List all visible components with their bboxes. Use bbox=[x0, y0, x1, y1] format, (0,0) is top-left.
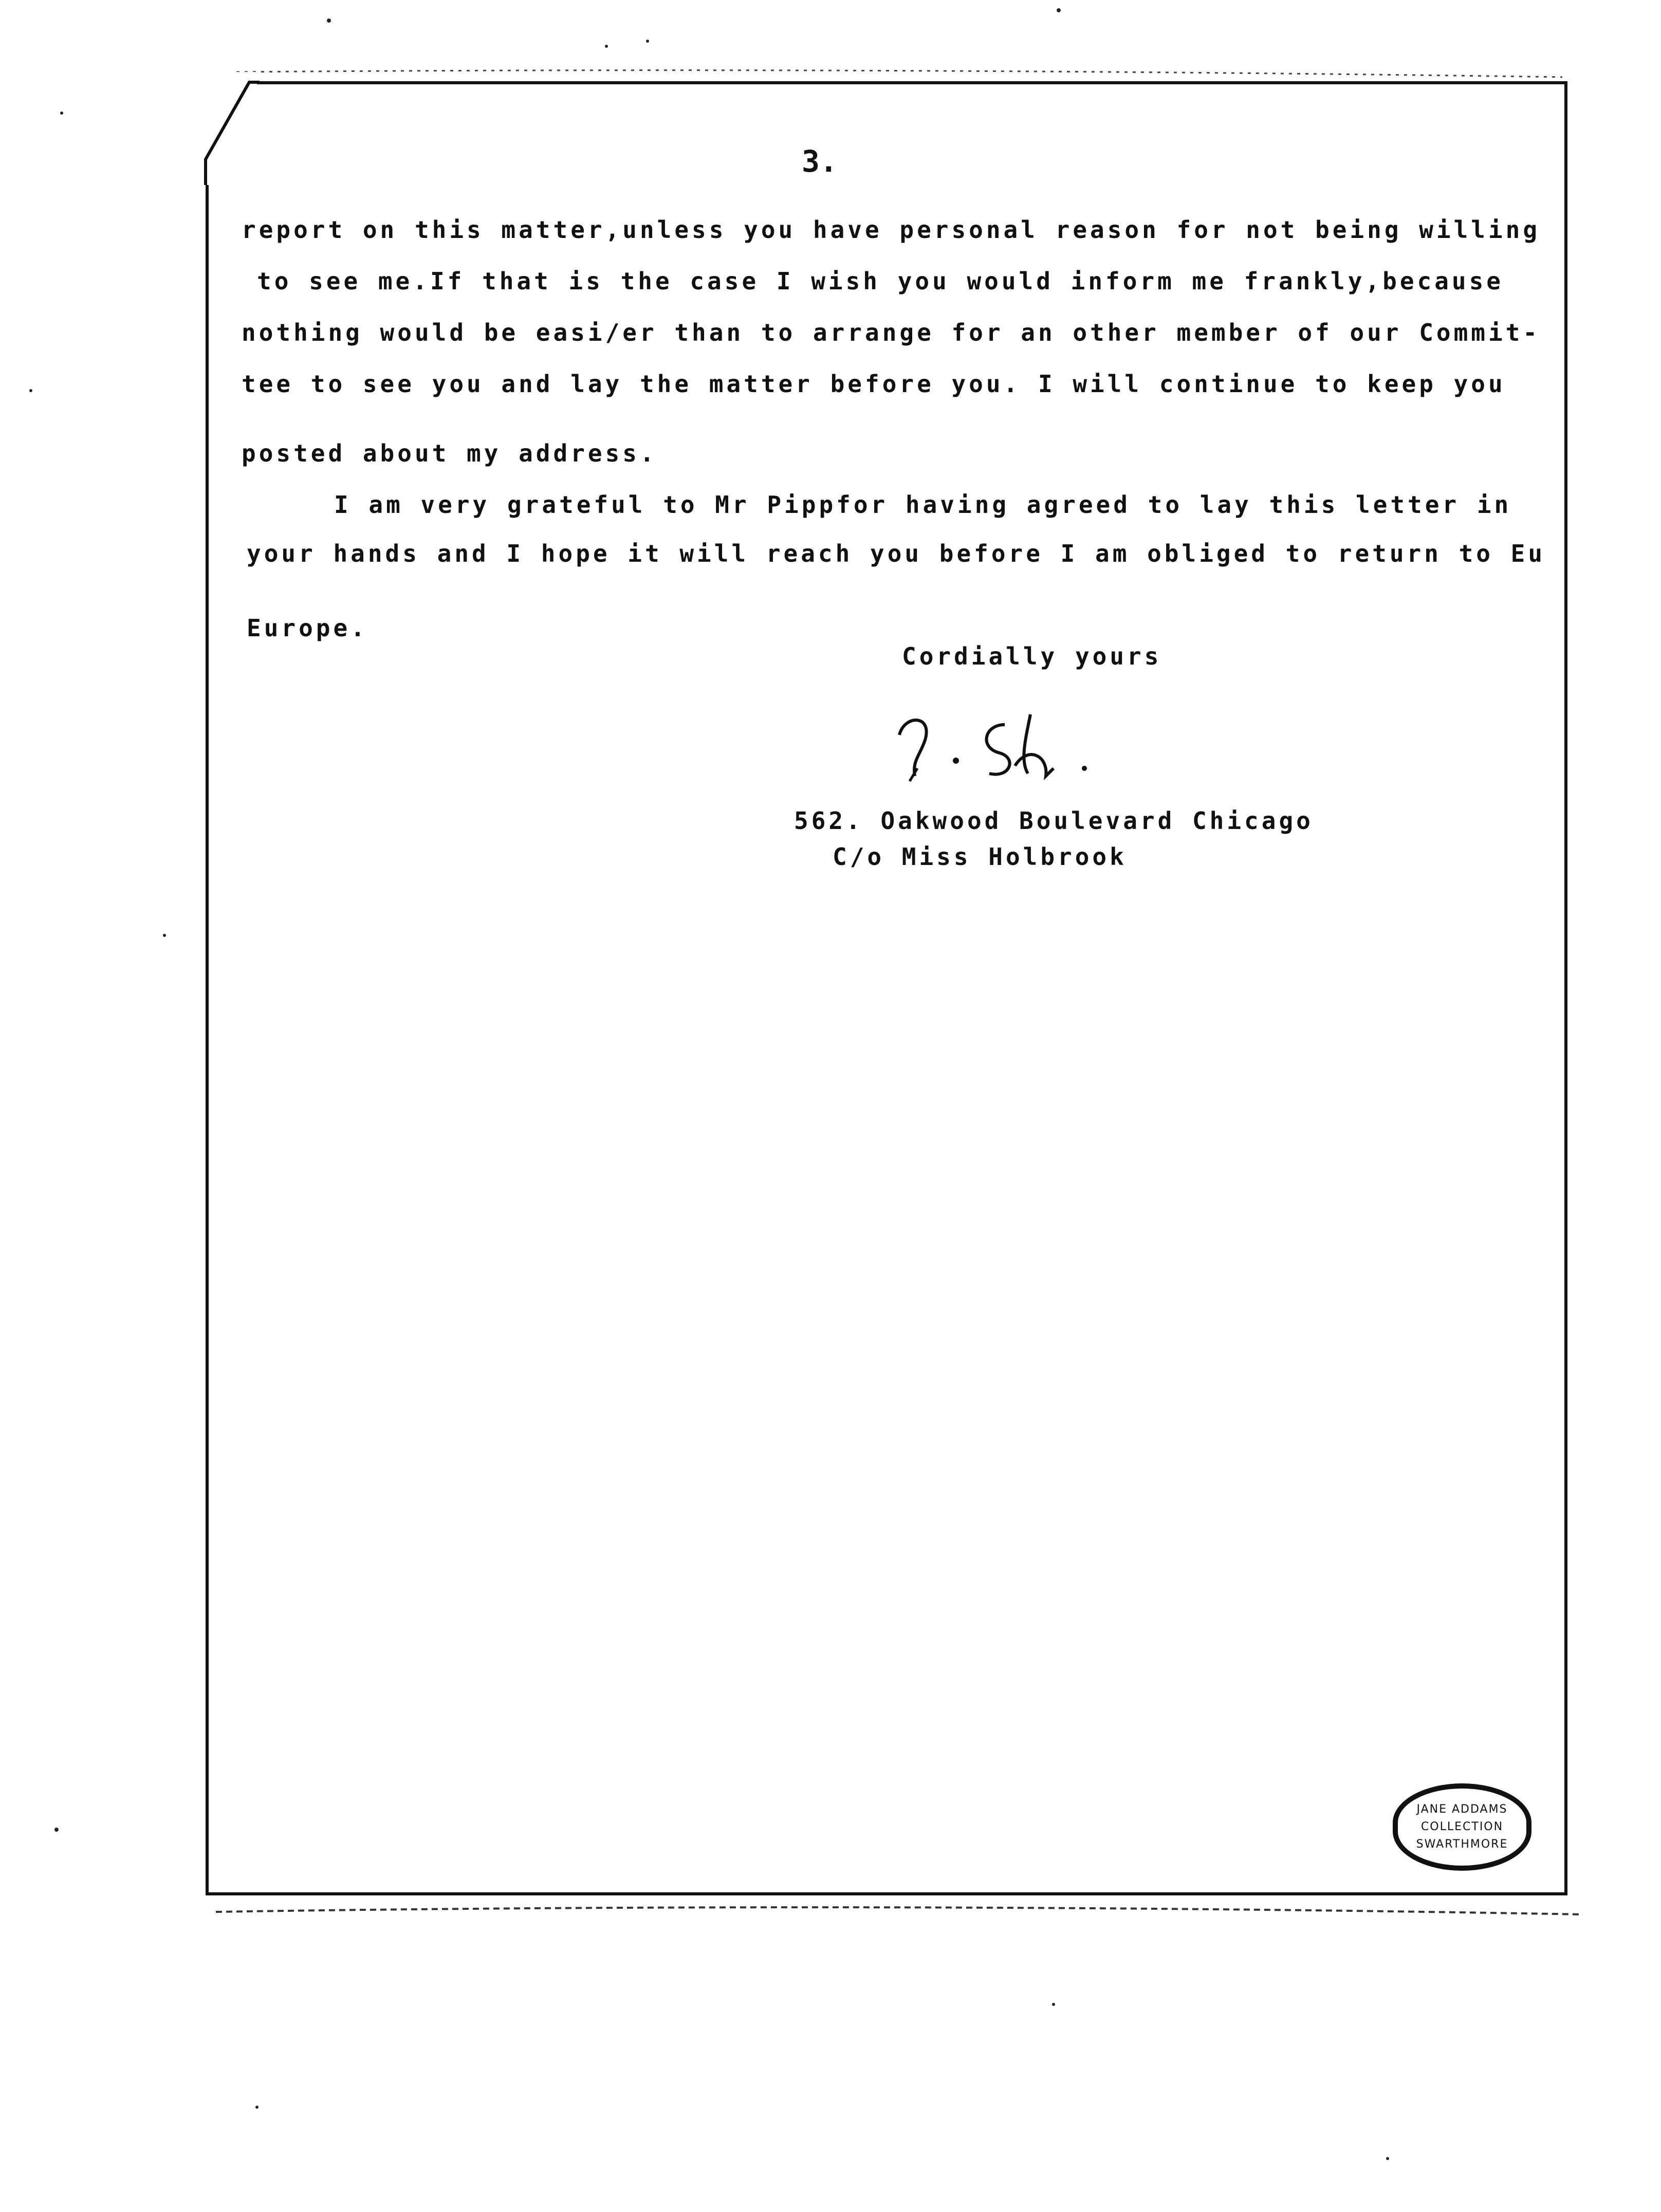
page-number: 3. bbox=[802, 144, 838, 179]
letter-line-1: report on this matter,unless you have personal reason for not being willing bbox=[242, 216, 1541, 244]
closing: Cordially yours bbox=[902, 642, 1162, 670]
stamp-line-3: SWARTHMORE bbox=[1416, 1838, 1508, 1851]
address-line-2: C/o Miss Holbrook bbox=[833, 843, 1127, 871]
letter-line-3: nothing would be easi/er than to arrange for an other member of our Commit- bbox=[242, 319, 1541, 346]
handwritten-signature bbox=[884, 704, 1100, 791]
address-line-1: 562. Oakwood Boulevard Chicago bbox=[794, 807, 1314, 835]
stamp-line-2: COLLECTION bbox=[1420, 1820, 1504, 1833]
letter-line-4: tee to see you and lay the matter before you. I will continue to keep you bbox=[242, 370, 1506, 398]
archive-stamp bbox=[1393, 1783, 1531, 1871]
letter-line-2: to see me.If that is the case I wish you would inform me frankly,because bbox=[257, 267, 1504, 295]
letter-sheet bbox=[206, 81, 1567, 1895]
letter-line-6: I am very grateful to Mr Pippfor having agreed to lay this letter in bbox=[334, 491, 1512, 519]
letter-line-5: posted about my address. bbox=[242, 439, 657, 467]
letter-line-7: your hands and I hope it will reach you before I am obliged to return to Eu bbox=[247, 540, 1546, 567]
letter-line-8: Europe. bbox=[247, 614, 368, 642]
stamp-line-1: JANE ADDAMS bbox=[1416, 1803, 1508, 1816]
folded-corner-edge bbox=[200, 77, 262, 190]
